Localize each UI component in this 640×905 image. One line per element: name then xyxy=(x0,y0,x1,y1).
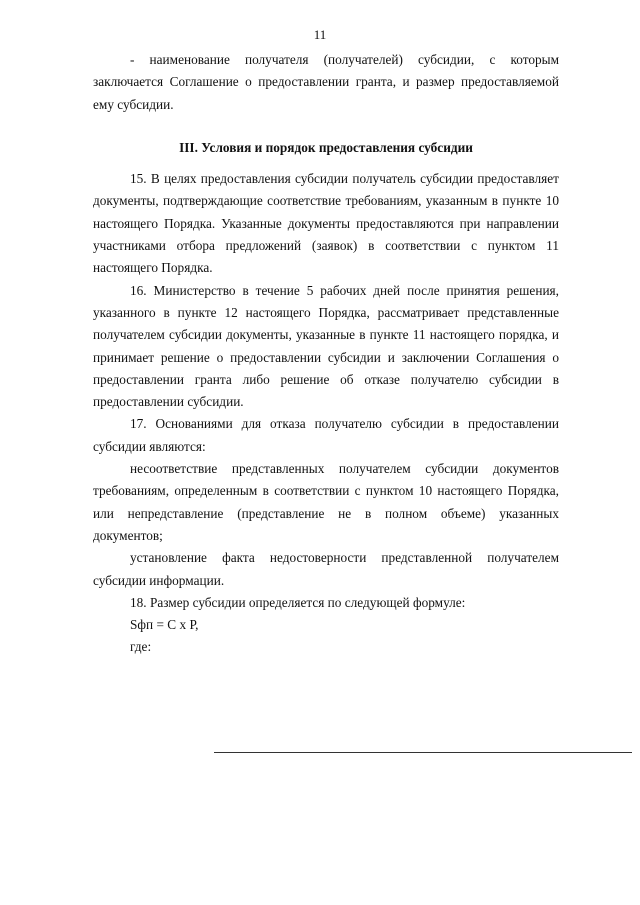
page-number: 11 xyxy=(313,27,327,42)
paragraph-18: 18. Размер субсидии определяется по следующей формуле: xyxy=(130,594,466,610)
paragraph-17-intro: 17. Основаниями для отказа получателю субсидии в предоставлении субсидии являются: xyxy=(93,416,559,454)
where-label: где: xyxy=(130,639,152,655)
section-heading: III. Условия и порядок предоставления субсидии xyxy=(179,139,473,155)
paragraph-17-item-1: несоответствие представленных получателем субсидии документов требованиям, определенным в соответствии с пунктом 10 настоящего Порядка, или непредставление (представление не в полном объеме) указанных документов; xyxy=(93,461,559,543)
document-body xyxy=(93,49,559,659)
paragraph-15: 15. В целях предоставления субсидии получатель субсидии предоставляет документы, подтверждающие соответствие требованиям, указанным в пункте 10 настоящего Порядка. Указанные документы предоставляются при направлении участниками отбора предложений (заявок) в соответствии с пунктом 11 настоящего Порядка. xyxy=(93,171,559,276)
paragraph-16: 16. Министерство в течение 5 рабочих дней после принятия решения, указанного в пункте 12 настоящего Порядка, рассматривает представленные получателем субсидии документы, указанные в пункте 11 настоящего порядка, и принимает решение о предоставлении субсидии и заключении Соглашения о предоставлении гранта либо решение об отказе получателю субсидии в предоставлении субсидии. xyxy=(93,282,559,410)
intro-list-item: - наименование получателя (получателей) субсидии, с которым заключается Соглашение о предоставлении гранта, и размер предоставляемой ему субсидии. xyxy=(93,52,559,112)
paragraph-17-item-2: установление факта недостоверности представленной получателем субсидии информации. xyxy=(93,550,559,588)
footer-rule xyxy=(214,752,632,753)
formula: Sфп = С х Р, xyxy=(130,617,199,633)
